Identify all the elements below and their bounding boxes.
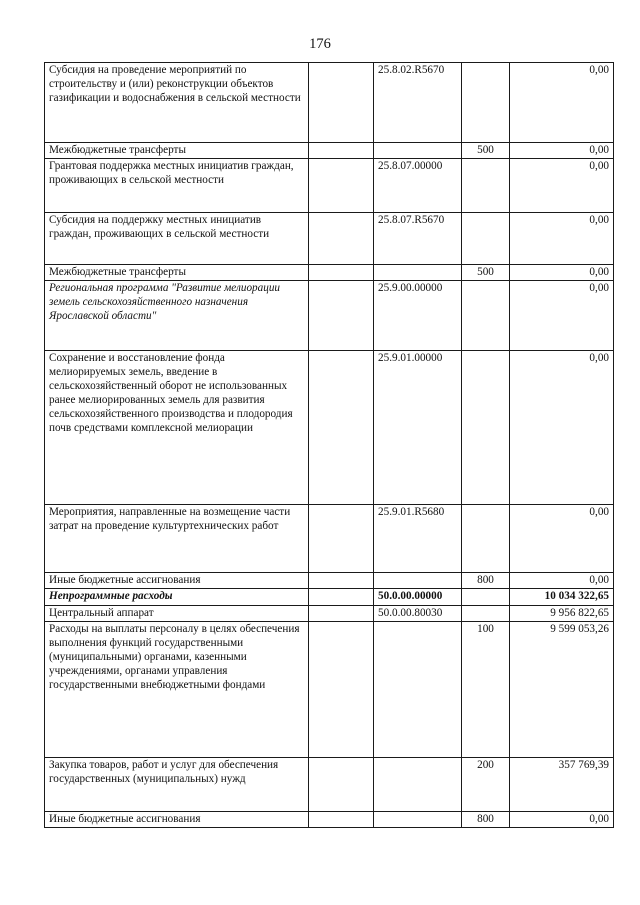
- row-expense-type: [462, 213, 510, 265]
- empty-cell: [309, 505, 374, 573]
- table-row: [45, 143, 614, 159]
- table-row: [45, 265, 614, 281]
- empty-cell: [309, 281, 374, 351]
- row-sum: 0,00: [510, 812, 614, 828]
- page-number: 176: [309, 36, 331, 52]
- row-code: 25.9.00.00000: [374, 281, 462, 351]
- row-code: 25.8.02.R5670: [374, 63, 462, 143]
- row-sum: 0,00: [510, 281, 614, 351]
- row-expense-type: [462, 505, 510, 573]
- row-expense-type: 800: [462, 573, 510, 589]
- row-sum: 0,00: [510, 143, 614, 159]
- empty-cell: [309, 622, 374, 758]
- table-row: [45, 573, 614, 589]
- empty-cell: [309, 812, 374, 828]
- row-name: Субсидия на проведение мероприятий по строительству и (или) реконструкции объектов газификации и водоснабжения в сельской местности: [45, 63, 309, 143]
- table-row: [45, 812, 614, 828]
- row-name: Межбюджетные трансферты: [45, 265, 309, 281]
- empty-cell: [309, 351, 374, 505]
- table-row: [45, 589, 614, 606]
- row-name: Субсидия на поддержку местных инициатив граждан, проживающих в сельской местности: [45, 213, 309, 265]
- row-name: Закупка товаров, работ и услуг для обеспечения государственных (муниципальных) нужд: [45, 758, 309, 812]
- row-code: [374, 622, 462, 758]
- row-expense-type: [462, 159, 510, 213]
- empty-cell: [309, 213, 374, 265]
- row-name: Непрограммные расходы: [45, 589, 309, 606]
- row-name: Межбюджетные трансферты: [45, 143, 309, 159]
- table-row: [45, 159, 614, 213]
- row-expense-type: [462, 589, 510, 606]
- row-name: Расходы на выплаты персоналу в целях обеспечения выполнения функций государственными (муниципальными) органами, казенными учреждениями, органами управления государственными внебюджетными фондами: [45, 622, 309, 758]
- table-row: [45, 758, 614, 812]
- row-sum: 9 599 053,26: [510, 622, 614, 758]
- row-sum: 0,00: [510, 213, 614, 265]
- table-row: [45, 281, 614, 351]
- row-expense-type: [462, 606, 510, 622]
- row-code: 25.9.01.00000: [374, 351, 462, 505]
- table-row: [45, 622, 614, 758]
- row-code: 50.0.00.00000: [374, 589, 462, 606]
- row-expense-type: [462, 281, 510, 351]
- row-code: [374, 573, 462, 589]
- row-sum: 0,00: [510, 351, 614, 505]
- table-row: [45, 63, 614, 143]
- row-sum: 0,00: [510, 63, 614, 143]
- empty-cell: [309, 573, 374, 589]
- empty-cell: [309, 589, 374, 606]
- row-code: 25.9.01.R5680: [374, 505, 462, 573]
- row-expense-type: [462, 351, 510, 505]
- row-code: [374, 143, 462, 159]
- row-sum: 357 769,39: [510, 758, 614, 812]
- row-sum: 0,00: [510, 265, 614, 281]
- row-name: Иные бюджетные ассигнования: [45, 573, 309, 589]
- row-expense-type: 500: [462, 143, 510, 159]
- empty-cell: [309, 63, 374, 143]
- row-code: 25.8.07.00000: [374, 159, 462, 213]
- table-row: [45, 351, 614, 505]
- row-code: 50.0.00.80030: [374, 606, 462, 622]
- row-expense-type: 200: [462, 758, 510, 812]
- row-expense-type: [462, 63, 510, 143]
- budget-table: [44, 62, 614, 828]
- row-name: Региональная программа "Развитие мелиорации земель сельскохозяйственного назначения Ярославской области": [45, 281, 309, 351]
- row-sum: 10 034 322,65: [510, 589, 614, 606]
- empty-cell: [309, 606, 374, 622]
- row-name: Мероприятия, направленные на возмещение части затрат на проведение культуртехнических работ: [45, 505, 309, 573]
- row-sum: 0,00: [510, 159, 614, 213]
- empty-cell: [309, 265, 374, 281]
- table-row: [45, 505, 614, 573]
- table-row: [45, 606, 614, 622]
- row-name: Центральный аппарат: [45, 606, 309, 622]
- row-name: Грантовая поддержка местных инициатив граждан, проживающих в сельской местности: [45, 159, 309, 213]
- table-row: [45, 213, 614, 265]
- row-expense-type: 500: [462, 265, 510, 281]
- empty-cell: [309, 159, 374, 213]
- row-expense-type: 100: [462, 622, 510, 758]
- row-sum: 0,00: [510, 573, 614, 589]
- empty-cell: [309, 143, 374, 159]
- row-sum: 0,00: [510, 505, 614, 573]
- row-code: [374, 812, 462, 828]
- row-code: 25.8.07.R5670: [374, 213, 462, 265]
- row-expense-type: 800: [462, 812, 510, 828]
- row-sum: 9 956 822,65: [510, 606, 614, 622]
- row-code: [374, 758, 462, 812]
- row-name: Сохранение и восстановление фонда мелиорируемых земель, введение в сельскохозяйственный оборот не использованных ранее мелиорированных земель для развития сельскохозяйственного производства и плодородия почв средствами комплексной мелиорации: [45, 351, 309, 505]
- row-code: [374, 265, 462, 281]
- empty-cell: [309, 758, 374, 812]
- row-name: Иные бюджетные ассигнования: [45, 812, 309, 828]
